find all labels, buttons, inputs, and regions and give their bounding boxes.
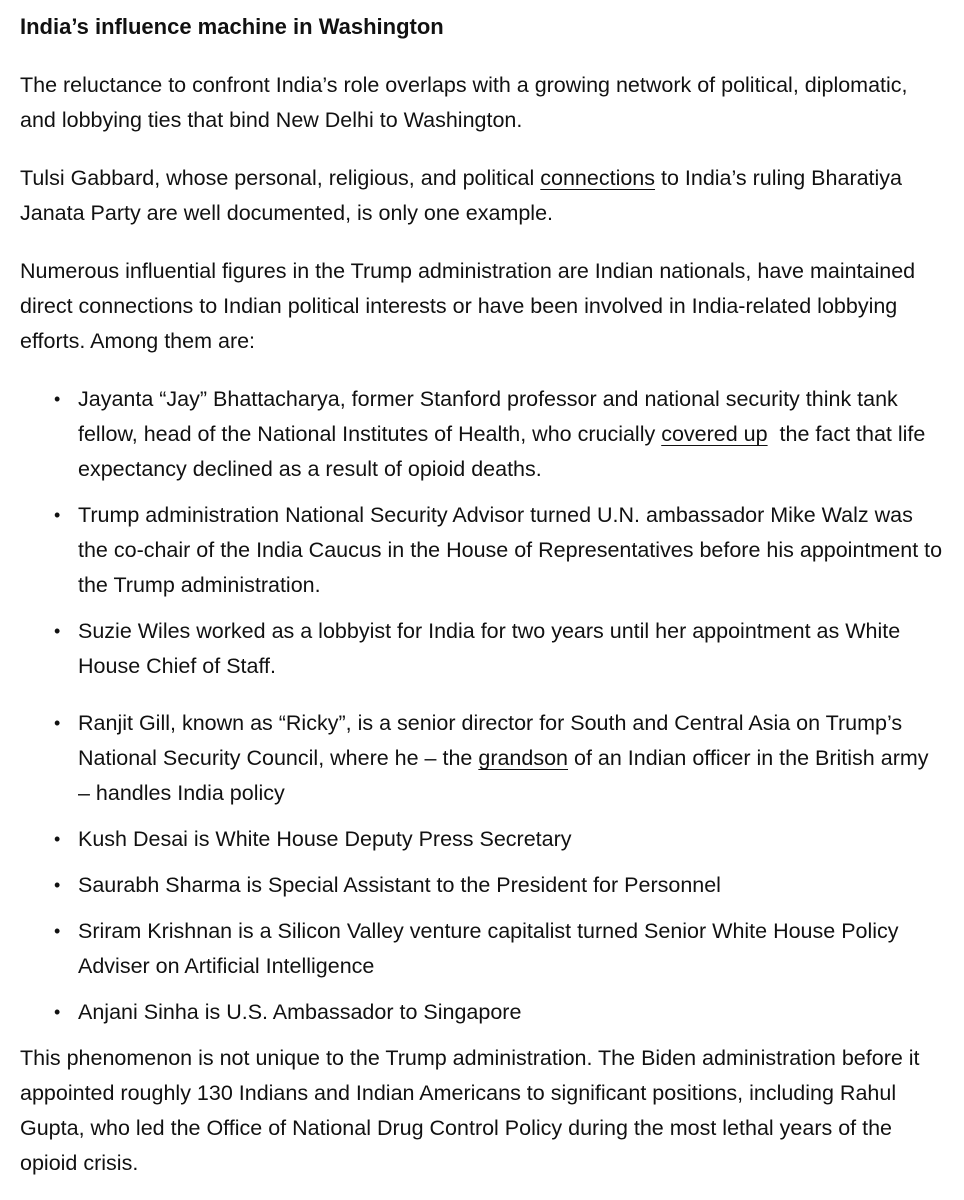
bullet-icon: • bbox=[54, 505, 61, 525]
list-item-text: Trump administration National Security Advisor turned U.N. ambassador Mike Walz was the co-chair of the India Caucus in the House of Representatives before his appointment to the Trump administration. bbox=[78, 503, 943, 597]
list-item bbox=[20, 868, 944, 903]
connections-link[interactable]: connections bbox=[540, 166, 656, 190]
figures-list bbox=[20, 382, 944, 1030]
list-item bbox=[20, 614, 944, 684]
list-item-text: Ranjit Gill, known as “Ricky”, is a senior director for South and Central Asia on Trump’s National Security Council, where he – the bbox=[78, 711, 903, 770]
list-item-text: Suzie Wiles worked as a lobbyist for India for two years until her appointment as White House Chief of Staff. bbox=[78, 619, 901, 678]
bullet-icon: • bbox=[54, 1002, 61, 1022]
bullet-icon: • bbox=[54, 713, 61, 733]
paragraph-text: to India’s ruling Bharatiya Janata Party are well documented, is only one example. bbox=[20, 166, 903, 225]
list-item-text: the fact that life expectancy declined as a result of opioid deaths. bbox=[78, 422, 932, 481]
list-item-text: Anjani Sinha is U.S. Ambassador to Singapore bbox=[78, 1000, 522, 1024]
list-item-text: Jayanta “Jay” Bhattacharya, former Stanford professor and national security think tank fellow, head of the National Institutes of Health, who crucially bbox=[78, 387, 898, 446]
paragraph-text: Tulsi Gabbard, whose personal, religious, and political bbox=[20, 166, 541, 190]
paragraph-gabbard bbox=[20, 161, 944, 231]
list-item bbox=[20, 382, 944, 487]
paragraph-intro: The reluctance to confront India’s role overlaps with a growing network of political, diplomatic, and lobbying ties that bind New Delhi to Washington. bbox=[20, 73, 908, 132]
bullet-icon: • bbox=[54, 621, 61, 641]
bullet-icon: • bbox=[54, 921, 61, 941]
grandson-link[interactable]: grandson bbox=[478, 746, 569, 770]
bullet-icon: • bbox=[54, 875, 61, 895]
list-item bbox=[20, 914, 944, 984]
list-item bbox=[20, 995, 944, 1030]
list-item-text: of an Indian officer in the British army – handles India policy bbox=[78, 746, 929, 805]
paragraph-biden: This phenomenon is not unique to the Trump administration. The Biden administration before it appointed roughly 130 Indians and Indian Americans to significant positions, including Rahul Gupta, who led the Office of National Drug Control Policy during the most lethal years of the opioid crisis. bbox=[20, 1046, 920, 1175]
covered-up-link[interactable]: covered up bbox=[661, 422, 768, 446]
list-item bbox=[20, 822, 944, 857]
bullet-icon: • bbox=[54, 389, 61, 409]
bullet-icon: • bbox=[54, 829, 61, 849]
list-item bbox=[20, 706, 944, 811]
list-item bbox=[20, 498, 944, 603]
list-item-text: Kush Desai is White House Deputy Press Secretary bbox=[78, 827, 572, 851]
paragraph-figures: Numerous influential figures in the Trump administration are Indian nationals, have maintained direct connections to Indian political interests or have been involved in India-related lobbying efforts. Among them are: bbox=[20, 259, 916, 353]
list-item-text: Sriram Krishnan is a Silicon Valley venture capitalist turned Senior White House Policy Adviser on Artificial Intelligence bbox=[78, 919, 899, 978]
list-item-text: Saurabh Sharma is Special Assistant to the President for Personnel bbox=[78, 873, 721, 897]
section-heading: India’s influence machine in Washington bbox=[20, 14, 444, 39]
